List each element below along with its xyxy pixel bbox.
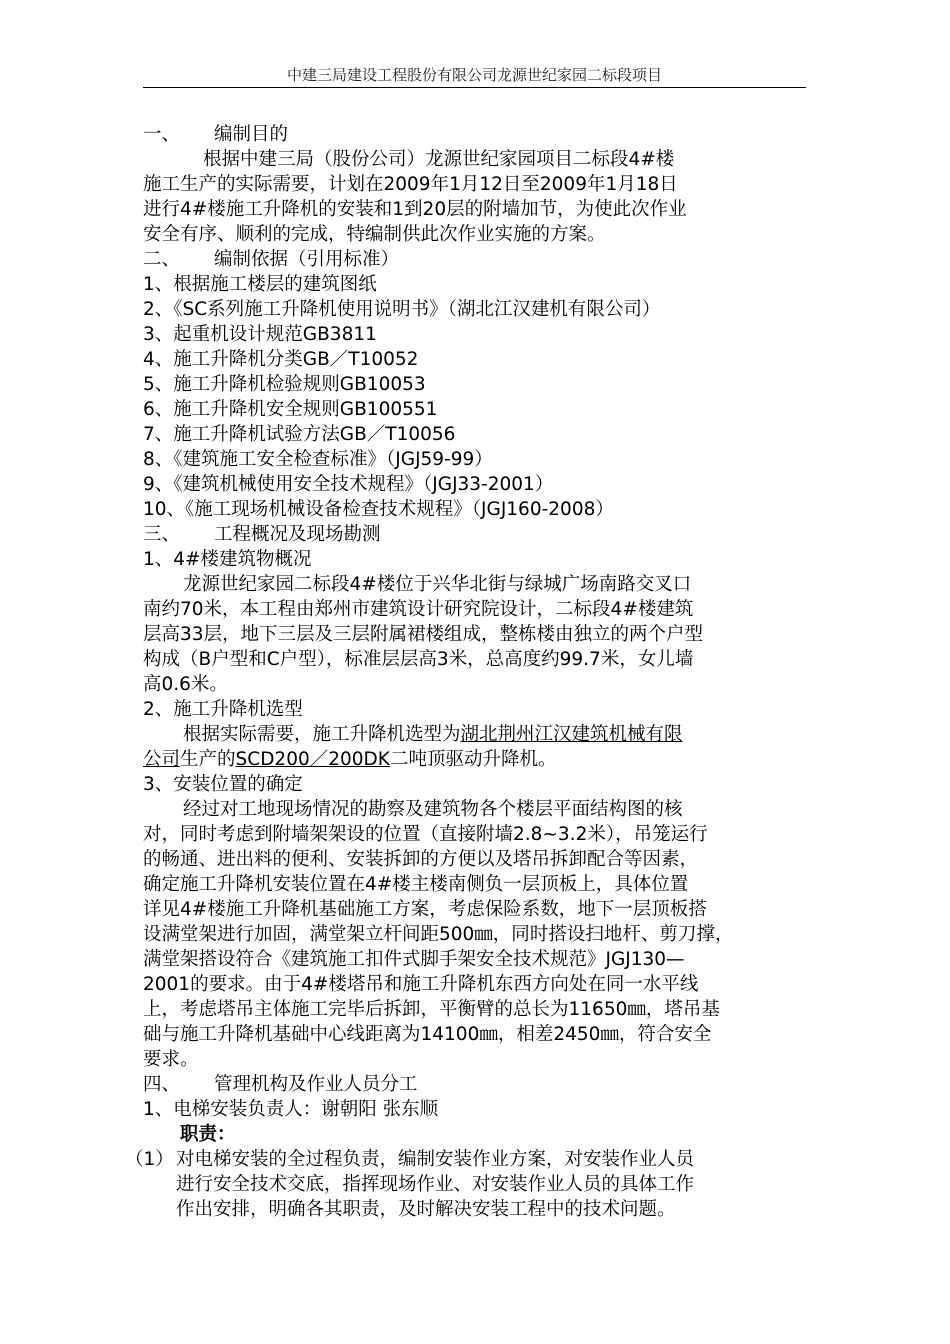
reference-item: 4、施工升降机分类GB／T10052 [143,349,419,370]
paragraph-line: 设满堂架进行加固，满堂架立杆间距500㎜，同时搭设扫地杆、剪刀撑， [143,924,734,945]
text-run: 二吨顶驱动升降机。 [389,749,557,770]
reference-item: 7、施工升降机试验方法GB／T10056 [143,424,456,445]
paragraph-line: 2001的要求。由于4#楼塔吊和施工升降机东西方向处在同一水平线 [143,974,699,995]
paragraph-line [143,747,815,772]
text-run: 根据实际需要，施工升降机选型为 [183,724,461,745]
reference-item: 2、《SC系列施工升降机使用说明书》（湖北江汉建机有限公司） [143,299,661,320]
section-title: 工程概况及现场勘测 [214,524,381,545]
manufacturer-name: 湖北荆州江汉建筑机械有限 [460,724,683,745]
subsection-title: 1、4#楼建筑物概况 [143,549,312,570]
section-number: 二、 [143,249,181,270]
paragraph-line: 根据中建三局（股份公司）龙源世纪家园项目二标段4#楼 [203,149,675,170]
paragraph-line: 进行安全技术交底，指挥现场作业、对安装作业人员的具体工作 [176,1174,695,1195]
paragraph-line: 满堂架搭设符合《建筑施工扣件式脚手架安全技术规范》JGJ130— [143,949,685,970]
text-run: 生产的 [180,749,236,770]
paragraph-line: 的畅通、进出料的便利、安装拆卸的方便以及塔吊拆卸配合等因素， [143,849,699,870]
paragraph-line: 详见4#楼施工升降机基础施工方案，考虑保险系数，地下一层顶板搭 [143,899,707,920]
subsection-title: 2、施工升降机选型 [143,699,303,720]
section-3-heading [143,522,815,547]
reference-item: 6、施工升降机安全规则GB100551 [143,399,438,420]
section-title: 编制目的 [214,124,289,145]
duty-label: 职责： [180,1124,236,1145]
model-number: SCD200／200DK [235,749,390,770]
paragraph-line: 要求。 [143,1049,199,1070]
paragraph-line: 上，考虑塔吊主体施工完毕后拆卸，平衡臂的总长为11650㎜，塔吊基 [143,999,720,1020]
section-number: 四、 [143,1074,181,1095]
reference-item: 8、《建筑施工安全检查标准》（JGJ59-99） [143,449,493,470]
section-4-heading [143,1072,815,1097]
paragraph-line: 确定施工升降机安装位置在4#楼主楼南侧负一层顶板上，具体位置 [143,874,689,895]
paragraph-line: 高0.6米。 [143,674,228,695]
paragraph-line [143,722,815,747]
reference-item: 3、起重机设计规范GB3811 [143,324,377,345]
paragraph-line: 对电梯安装的全过程负责，编制安装作业方案，对安装作业人员 [176,1149,695,1170]
manufacturer-name: 公司 [143,749,181,770]
paragraph-line: 施工生产的实际需要，计划在2009年1月12日至2009年1月18日 [143,174,678,195]
paragraph-line: 础与施工升降机基础中心线距离为14100㎜，相差2450㎜，符合安全 [143,1024,712,1045]
section-number: 一、 [143,124,181,145]
section-title: 编制依据（引用标准） [214,249,400,270]
reference-item: 10、《施工现场机械设备检查技术规程》（JGJ160-2008） [143,499,614,520]
reference-item: 9、《建筑机械使用安全技术规程》（JGJ33-2001） [143,474,554,495]
paragraph-line: 南约70米，本工程由郑州市建筑设计研究院设计，二标段4#楼建筑 [143,599,694,620]
paragraph-line: 构成（B户型和C户型），标准层层高3米，总高度约99.7米，女儿墙 [143,649,694,670]
paragraph-line: 安全有序、顺利的完成，特编制供此次作业实施的方案。 [143,224,606,245]
paragraph-line: 对，同时考虑到附墙架架设的位置（直接附墙2.8~3.2米），吊笼运行 [143,824,708,845]
reference-item: 1、根据施工楼层的建筑图纸 [143,274,377,295]
responsible-person: 1、电梯安装负责人：谢朝阳 张东顺 [143,1099,439,1120]
section-1-heading [143,122,815,147]
section-2-heading [143,247,815,272]
subsection-title: 3、安装位置的确定 [143,774,303,795]
duty-item-number: （1） [125,1149,174,1170]
section-number: 三、 [143,524,181,545]
paragraph-line: 龙源世纪家园二标段4#楼位于兴华北街与绿城广场南路交叉口 [183,574,692,595]
section-title: 管理机构及作业人员分工 [214,1074,418,1095]
paragraph-line: 层高33层，地下三层及三层附属裙楼组成，整栋楼由独立的两个户型 [143,624,704,645]
reference-item: 5、施工升降机检验规则GB10053 [143,374,426,395]
paragraph-line: 作出安排，明确各其职责，及时解决安装工程中的技术问题。 [176,1199,676,1220]
paragraph-line: 进行4#楼施工升降机的安装和1到20层的附墙加节，为使此次作业 [143,199,687,220]
paragraph-line: 经过对工地现场情况的勘察及建筑物各个楼层平面结构图的核 [183,799,683,820]
page-header: 中建三局建设工程股份有限公司龙源世纪家园二标段项目 [143,64,806,88]
duty-item [125,1147,815,1222]
document-body [125,122,815,1222]
